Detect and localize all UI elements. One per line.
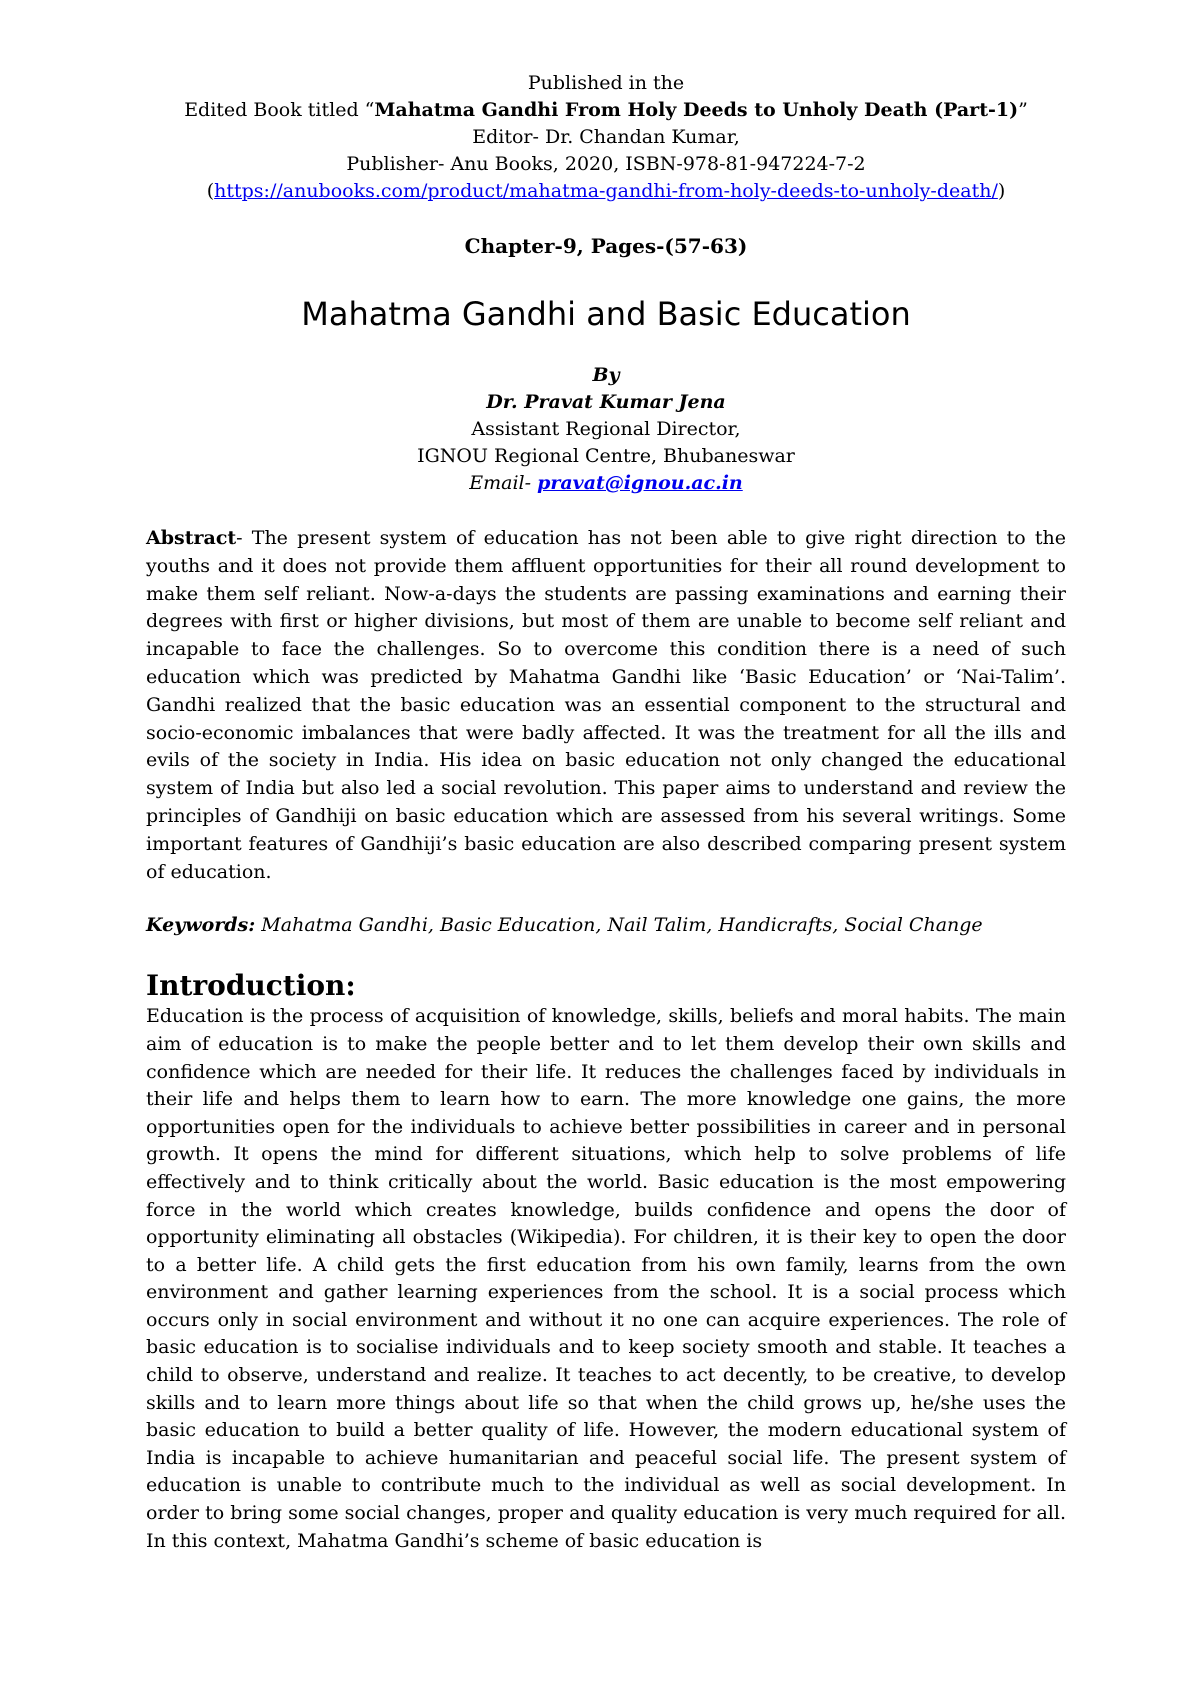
- published-in: Published in the: [527, 72, 685, 94]
- edited-book-prefix: Edited Book titled “: [184, 99, 375, 121]
- link-close-paren: ): [997, 180, 1006, 202]
- publisher-line: Publisher- Anu Books, 2020, ISBN-978-81-947224-7-2: [346, 153, 866, 175]
- abstract-label: Abstract: [146, 527, 237, 549]
- book-link[interactable]: https://anubooks.com/product/mahatma-gandhi-from-holy-deeds-to-unholy-death/: [214, 180, 998, 202]
- introduction-text: Education is the process of acquisition of knowledge, skills, beliefs and moral habits. The main aim of education is to make the people better and to let them develop their own skills and confidence which are needed for their life. It reduces the challenges faced by individuals in their life and helps them to learn how to earn. The more knowledge one gains, the more opportunities open for the individuals to achieve better possibilities in career and in personal growth. It opens the mind for different situations, which help to solve problems of life effectively and to think critically about the world. Basic education is the most empowering force in the world which creates knowledge, builds confidence and opens the door of opportunity eliminating all obstacles (Wikipedia). For children, it is their key to open the door to a better life. A child gets the first education from his own family, learns from the own environment and gather learning experiences from the school. It is a social process which occurs only in social environment and without it no one can acquire experiences. The role of basic education is to socialise individuals and to keep society smooth and stable. It teaches a child to observe, understand and realize. It teaches to act decently, to be creative, to develop skills and to learn more things about life so that when the child grows up, he/she uses the basic education to build a better quality of life. However, the modern educational system of India is incapable to achieve humanitarian and peaceful social life. The present system of education is unable to contribute much to the individual as well as social development. In order to bring some social changes, proper and quality education is very much required for all. In this context, Mahatma Gandhi’s scheme of basic education is: [146, 1005, 1066, 1552]
- paper-page: [146, 70, 1066, 1555]
- keywords: [146, 912, 1066, 939]
- keywords-text: Mahatma Gandhi, Basic Education, Nail Talim, Handicrafts, Social Change: [255, 914, 983, 937]
- book-title: Mahatma Gandhi From Holy Deeds to Unholy Death (Part-1): [374, 99, 1019, 121]
- author-name: Dr. Pravat Kumar Jena: [486, 391, 726, 413]
- by-label: By: [592, 364, 620, 386]
- author-block: [146, 362, 1066, 497]
- book-link-line: [146, 178, 1066, 205]
- chapter-info: Chapter-9, Pages-(57-63): [464, 234, 748, 258]
- editor-line: Editor- Dr. Chandan Kumar,: [472, 126, 740, 148]
- link-open-paren: (: [206, 180, 215, 202]
- introduction-heading: Introduction:: [146, 969, 356, 1003]
- author-email-line: [146, 470, 1066, 497]
- paper-title: Mahatma Gandhi and Basic Education: [301, 295, 911, 333]
- abstract: [146, 525, 1066, 886]
- edited-book-line: [146, 97, 1066, 124]
- author-email-link[interactable]: pravat@ignou.ac.in: [537, 472, 743, 494]
- edited-book-suffix: ”: [1018, 99, 1028, 121]
- publication-header: [146, 70, 1066, 205]
- abstract-text: - The present system of education has not been able to give right direction to the youths and it does not provide them affluent opportunities for their all round development to make them self reliant. Now-a-days the students are passing examinations and earning their degrees with first or higher divisions, but most of them are unable to become self reliant and incapable to face the challenges. So to overcome this condition there is a need of such education which was predicted by Mahatma Gandhi like ‘Basic Education’ or ‘Nai-Talim’. Gandhi realized that the basic education was an essential component to the structural and socio-economic imbalances that were badly affected. It was the treatment for all the ills and evils of the society in India. His idea on basic education not only changed the educational system of India but also led a social revolution. This paper aims to understand and review the principles of Gandhiji on basic education which are assessed from his several writings. Some important features of Gandhiji’s basic education are also described comparing present system of education.: [146, 527, 1066, 883]
- author-position: Assistant Regional Director,: [471, 418, 741, 440]
- email-label: Email-: [469, 472, 538, 494]
- author-affiliation: IGNOU Regional Centre, Bhubaneswar: [417, 445, 795, 467]
- keywords-label: Keywords:: [146, 914, 256, 937]
